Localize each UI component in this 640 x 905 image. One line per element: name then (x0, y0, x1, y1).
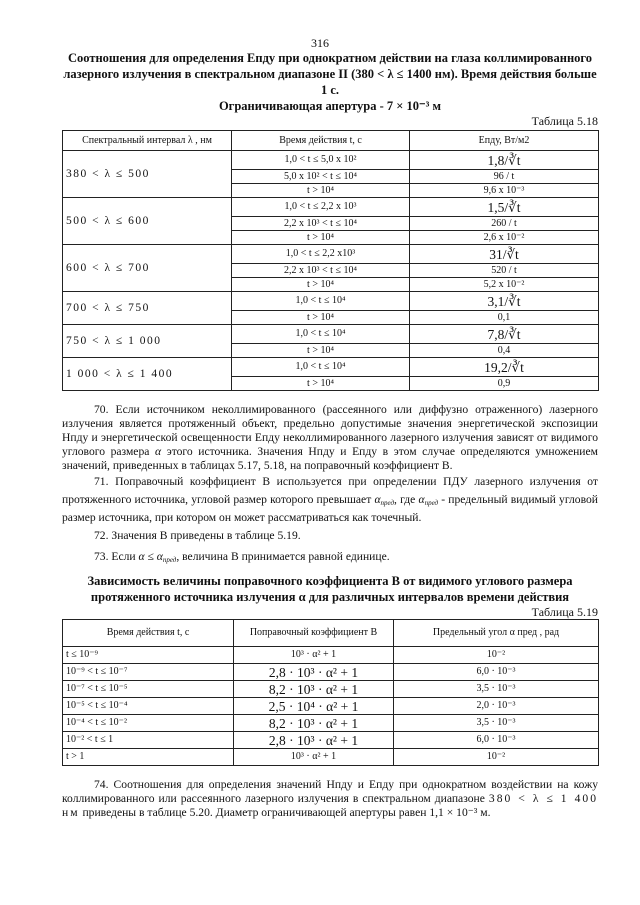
spectral-range-cell: 380 < λ ≤ 500 (63, 151, 232, 198)
p74-text: приведены в таблице 5.20. Диаметр ограничивающей апертуры равен 1,1 × 10⁻³ м. (82, 806, 491, 819)
e-value-cell: 260 / t (410, 217, 599, 231)
time-cell: 2,2 x 10³ < t ≤ 10⁴ (232, 264, 410, 278)
table2-title-line: протяженного источника излучения α для различных интервалов времени действия (90, 590, 570, 604)
coefficient-cell: 2,5 · 10⁴ · α² + 1 (234, 698, 394, 715)
spectral-range-cell: 700 < λ ≤ 750 (63, 292, 232, 325)
limit-angle-cell: 10⁻² (394, 647, 599, 664)
e-value-cell: 0,1 (410, 311, 599, 325)
time-cell: 1,0 < t ≤ 2,2 x10³ (232, 245, 410, 264)
alpha-condition: $\alpha \le \alpha_{пред}$ (138, 550, 177, 564)
table1-title-line: Соотношения для определения Eпду при однократном действии на глаза коллимированного (67, 51, 593, 65)
e-value-cell: 9,6 x 10⁻³ (410, 184, 599, 198)
table2-title-line: Зависимость величины поправочного коэффициента B от видимого углового размера (87, 574, 573, 588)
time-cell: t > 1 (63, 749, 234, 766)
e-value-cell: 520 / t (410, 264, 599, 278)
time-cell: 10⁻⁷ < t ≤ 10⁻⁵ (63, 681, 234, 698)
time-cell: 1,0 < t ≤ 10⁴ (232, 325, 410, 344)
coefficient-cell: 10³ · α² + 1 (234, 647, 394, 664)
e-value-cell: 1,8/∛t (410, 151, 599, 170)
limit-angle-cell: 2,0 · 10⁻³ (394, 698, 599, 715)
table2-number: Таблица 5.19 (531, 605, 598, 619)
limit-angle-cell: 3,5 · 10⁻³ (394, 681, 599, 698)
e-value-cell: 5,2 x 10⁻² (410, 278, 599, 292)
time-cell: 1,0 < t ≤ 2,2 x 10³ (232, 198, 410, 217)
table-row (63, 647, 599, 664)
table-row (63, 245, 599, 264)
e-value-cell: 31/∛t (410, 245, 599, 264)
header-cell: Предельный угол α пред , рад (394, 620, 599, 647)
limit-angle-cell: 6,0 · 10⁻³ (394, 732, 599, 749)
limit-angle-cell: 10⁻² (394, 749, 599, 766)
time-cell: t > 10⁴ (232, 278, 410, 292)
table-row (63, 292, 599, 311)
e-value-cell: 2,6 x 10⁻² (410, 231, 599, 245)
e-value-cell: 3,1/∛t (410, 292, 599, 311)
p71-text: , где (394, 493, 416, 506)
spectral-range-cell: 500 < λ ≤ 600 (63, 198, 232, 245)
limit-angle-cell: 3,5 · 10⁻³ (394, 715, 599, 732)
table-row (63, 732, 599, 749)
p73-text: 73. Если (94, 550, 136, 563)
spectral-range-cell: 1 000 < λ ≤ 1 400 (63, 358, 232, 391)
table-row (63, 358, 599, 377)
time-cell: t > 10⁴ (232, 311, 410, 325)
e-value-cell: 1,5/∛t (410, 198, 599, 217)
table-row (63, 681, 599, 698)
paragraph-73 (62, 549, 598, 565)
e-value-cell: 7,8/∛t (410, 325, 599, 344)
table1-title-line: лазерного излучения в спектральном диапазоне II (380 < λ ≤ 1400 нм). Время действия больше 1 с. (63, 67, 597, 97)
paragraph-72: 72. Значения B приведены в таблице 5.19. (94, 529, 301, 542)
paragraph-70 (62, 403, 598, 473)
spectral-range-cell: 600 < λ ≤ 700 (63, 245, 232, 292)
time-cell: t > 10⁴ (232, 231, 410, 245)
table-row (63, 198, 599, 217)
p70-text: 70. Если источником неколлимированного (рассеянного или диффузно отраженного) лазерного излучения является протяженный объект, предельно допустимые значения энергетической экспозиции Нпду и энергетической освещенности Епду неколлимированного лазерного излучения зависят от видимого углового размера (62, 403, 598, 458)
time-cell: 1,0 < t ≤ 5,0 x 10² (232, 151, 410, 170)
header-cell: Спектральный интервал λ , нм (63, 131, 232, 151)
time-cell: 10⁻⁵ < t ≤ 10⁻⁴ (63, 698, 234, 715)
table-row (63, 715, 599, 732)
time-cell: 1,0 < t ≤ 10⁴ (232, 358, 410, 377)
e-value-cell: 0,4 (410, 344, 599, 358)
e-value-cell: 0,9 (410, 377, 599, 391)
table-row (63, 325, 599, 344)
p74-text: 74. Соотношения для определения значений Нпду и Епду при однократном воздействии на кожу коллимированного или рассеянного лазерного излучения в спектральном диапазоне (62, 778, 598, 805)
paragraph-71 (62, 473, 598, 527)
paragraph-74 (62, 778, 598, 820)
time-cell: t ≤ 10⁻⁹ (63, 647, 234, 664)
header-cell: Eпду, Вт/м2 (410, 131, 599, 151)
limit-angle-cell: 6,0 · 10⁻³ (394, 664, 599, 681)
e-value-cell: 19,2/∛t (410, 358, 599, 377)
alpha-pred-symbol: $\alpha_{пред}$ (418, 493, 439, 507)
table-5-18 (62, 130, 599, 391)
table-5-19 (62, 619, 599, 766)
p74-range: 380 < λ ≤ 1 400 нм (62, 792, 599, 819)
alpha-symbol: α (155, 445, 162, 458)
coefficient-cell: 8,2 · 10³ · α² + 1 (234, 715, 394, 732)
table1-title-line: Ограничивающая апертура - 7 × 10⁻³ м (218, 99, 442, 113)
table-row (63, 749, 599, 766)
coefficient-cell: 10³ · α² + 1 (234, 749, 394, 766)
header-cell: Время действия t, с (63, 620, 234, 647)
table-row (63, 151, 599, 170)
time-cell: t > 10⁴ (232, 184, 410, 198)
document-page (0, 36, 640, 820)
table2-title (60, 573, 600, 605)
alpha-pred-symbol: $\alpha_{пред}$ (374, 493, 395, 507)
time-cell: t > 10⁴ (232, 344, 410, 358)
coefficient-cell: 2,8 · 10³ · α² + 1 (234, 664, 394, 681)
table-row (63, 698, 599, 715)
time-cell: 10⁻⁹ < t ≤ 10⁻⁷ (63, 664, 234, 681)
table-header-row (63, 620, 599, 647)
p70-text: этого источника. Значения Нпду и Епду в этом случае определяются умножением значений, приведенных в таблицах 5.17, 5.18, на поправочный коэффициент B. (62, 445, 598, 472)
coefficient-cell: 2,8 · 10³ · α² + 1 (234, 732, 394, 749)
time-cell: 10⁻⁴ < t ≤ 10⁻² (63, 715, 234, 732)
e-value-cell: 96 / t (410, 170, 599, 184)
table1-title (60, 50, 600, 114)
p71-text: - предельный видимый угловой размер источника, при котором он может рассматриваться как точечный. (62, 493, 598, 524)
header-cell: Поправочный коэффициент B (234, 620, 394, 647)
coefficient-cell: 8,2 · 10³ · α² + 1 (234, 681, 394, 698)
spectral-range-cell: 750 < λ ≤ 1 000 (63, 325, 232, 358)
time-cell: 1,0 < t ≤ 10⁴ (232, 292, 410, 311)
time-cell: 5,0 x 10² < t ≤ 10⁴ (232, 170, 410, 184)
table1-number: Таблица 5.18 (531, 114, 598, 128)
header-cell: Время действия t, с (232, 131, 410, 151)
table-header-row (63, 131, 599, 151)
page-number: 316 (311, 36, 329, 50)
time-cell: 2,2 x 10³ < t ≤ 10⁴ (232, 217, 410, 231)
p73-text: , величина B принимается равной единице. (176, 550, 390, 563)
table-row (63, 664, 599, 681)
p71-text: 71. Поправочный коэффициент B используется при определении ПДУ лазерного излучения от протяженного источника, угловой размер которого превышает (62, 475, 598, 506)
time-cell: 10⁻² < t ≤ 1 (63, 732, 234, 749)
time-cell: t > 10⁴ (232, 377, 410, 391)
